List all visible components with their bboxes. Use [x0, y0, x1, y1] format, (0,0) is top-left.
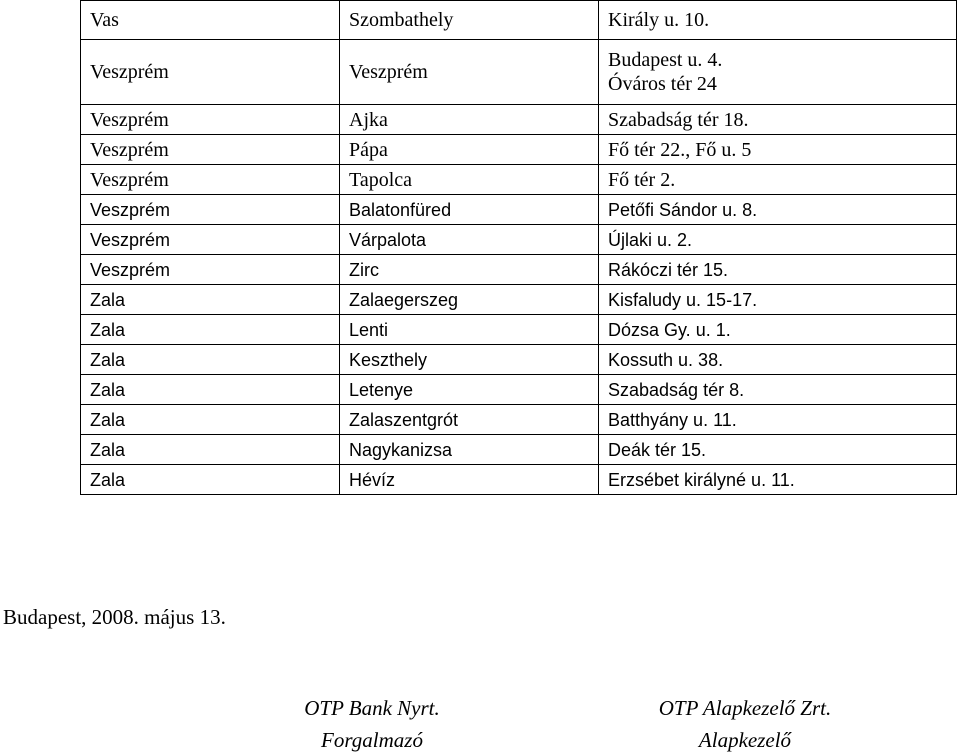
address-text: Dózsa Gy. u. 1. — [608, 319, 731, 340]
address-cell — [599, 405, 957, 435]
county-text: Veszprém — [90, 199, 171, 220]
county-text: Veszprém — [90, 108, 169, 131]
address-cell — [599, 135, 957, 165]
county-cell — [81, 105, 340, 135]
address-text: Deák tér 15. — [608, 439, 707, 460]
table-row — [81, 315, 957, 345]
city-text: Lenti — [349, 319, 389, 340]
address-text: Szabadság tér 18. — [608, 108, 749, 131]
city-cell — [340, 225, 599, 255]
address-text: Fő tér 2. — [608, 168, 676, 191]
city-text: Keszthely — [349, 349, 428, 370]
county-cell — [81, 285, 340, 315]
county-text: Veszprém — [90, 61, 169, 83]
address-cell — [599, 1, 957, 40]
address-cell — [599, 40, 957, 105]
address-text: Újlaki u. 2. — [608, 229, 693, 250]
address-text-secondary: Óváros tér 24 — [608, 73, 717, 95]
city-cell — [340, 255, 599, 285]
county-text: Zala — [90, 319, 126, 340]
city-cell — [340, 405, 599, 435]
county-text: Zala — [90, 469, 126, 490]
city-text: Balatonfüred — [349, 199, 452, 220]
table-row — [81, 285, 957, 315]
distributor-role: Forgalmazó — [321, 728, 423, 752]
county-text: Zala — [90, 439, 126, 460]
city-text: Zalaszentgrót — [349, 409, 459, 430]
city-cell — [340, 435, 599, 465]
address-cell — [599, 345, 957, 375]
county-text: Vas — [90, 9, 119, 31]
table-row — [81, 195, 957, 225]
table-row — [81, 225, 957, 255]
table-row — [81, 405, 957, 435]
address-text: Kisfaludy u. 15-17. — [608, 289, 758, 310]
branch-table-body — [81, 1, 957, 495]
city-cell — [340, 375, 599, 405]
address-cell — [599, 435, 957, 465]
address-text: Petőfi Sándor u. 8. — [608, 199, 758, 220]
branch-table — [80, 0, 957, 495]
table-row — [81, 435, 957, 465]
city-cell — [340, 135, 599, 165]
city-text: Hévíz — [349, 469, 396, 490]
county-cell — [81, 195, 340, 225]
county-cell — [81, 1, 340, 40]
county-cell — [81, 435, 340, 465]
table-row — [81, 40, 957, 105]
city-cell — [340, 285, 599, 315]
city-text: Veszprém — [349, 61, 428, 83]
city-cell — [340, 105, 599, 135]
address-text: Kossuth u. 38. — [608, 349, 724, 370]
signature-distributor — [272, 692, 472, 756]
address-text: Erzsébet királyné u. 11. — [608, 469, 795, 490]
city-text: Zirc — [349, 259, 379, 280]
table-row — [81, 105, 957, 135]
signature-fund-manager — [630, 692, 860, 756]
fund-manager-role: Alapkezelő — [698, 728, 792, 752]
city-cell — [340, 165, 599, 195]
county-cell — [81, 225, 340, 255]
address-cell — [599, 255, 957, 285]
county-cell — [81, 135, 340, 165]
place-date: Budapest, 2008. május 13. — [3, 605, 226, 629]
table-row — [81, 1, 957, 40]
address-cell — [599, 375, 957, 405]
address-cell — [599, 315, 957, 345]
city-text: Várpalota — [349, 229, 427, 250]
county-cell — [81, 375, 340, 405]
county-cell — [81, 255, 340, 285]
fund-manager-company: OTP Alapkezelő Zrt. — [658, 696, 832, 720]
county-text: Zala — [90, 379, 126, 400]
address-text: Király u. 10. — [608, 9, 710, 31]
table-row — [81, 255, 957, 285]
table-row — [81, 135, 957, 165]
county-text: Veszprém — [90, 168, 169, 191]
address-cell — [599, 105, 957, 135]
county-text: Veszprém — [90, 138, 169, 161]
address-text: Budapest u. 4. — [608, 49, 723, 71]
address-cell — [599, 195, 957, 225]
city-text: Pápa — [349, 138, 388, 161]
county-text: Zala — [90, 409, 126, 430]
city-text: Szombathely — [349, 9, 454, 31]
county-text: Veszprém — [90, 229, 171, 250]
city-text: Ajka — [349, 108, 388, 131]
address-cell — [599, 225, 957, 255]
county-cell — [81, 315, 340, 345]
city-text: Letenye — [349, 379, 414, 400]
address-text: Batthyány u. 11. — [608, 409, 737, 430]
distributor-company: OTP Bank Nyrt. — [304, 696, 440, 720]
table-row — [81, 465, 957, 495]
city-cell — [340, 1, 599, 40]
county-cell — [81, 40, 340, 105]
city-text: Nagykanizsa — [349, 439, 453, 460]
city-text: Zalaegerszeg — [349, 289, 459, 310]
county-text: Zala — [90, 349, 126, 370]
county-text: Veszprém — [90, 259, 171, 280]
city-cell — [340, 465, 599, 495]
table-row — [81, 375, 957, 405]
address-cell — [599, 285, 957, 315]
county-cell — [81, 345, 340, 375]
county-cell — [81, 165, 340, 195]
city-text: Tapolca — [349, 168, 413, 191]
address-cell — [599, 165, 957, 195]
city-cell — [340, 315, 599, 345]
city-cell — [340, 345, 599, 375]
table-row — [81, 345, 957, 375]
city-cell — [340, 195, 599, 225]
city-cell — [340, 40, 599, 105]
address-cell — [599, 465, 957, 495]
address-text: Szabadság tér 8. — [608, 379, 745, 400]
county-cell — [81, 405, 340, 435]
address-text: Rákóczi tér 15. — [608, 259, 729, 280]
address-text: Fő tér 22., Fő u. 5 — [608, 138, 752, 161]
county-text: Zala — [90, 289, 126, 310]
county-cell — [81, 465, 340, 495]
table-row — [81, 165, 957, 195]
